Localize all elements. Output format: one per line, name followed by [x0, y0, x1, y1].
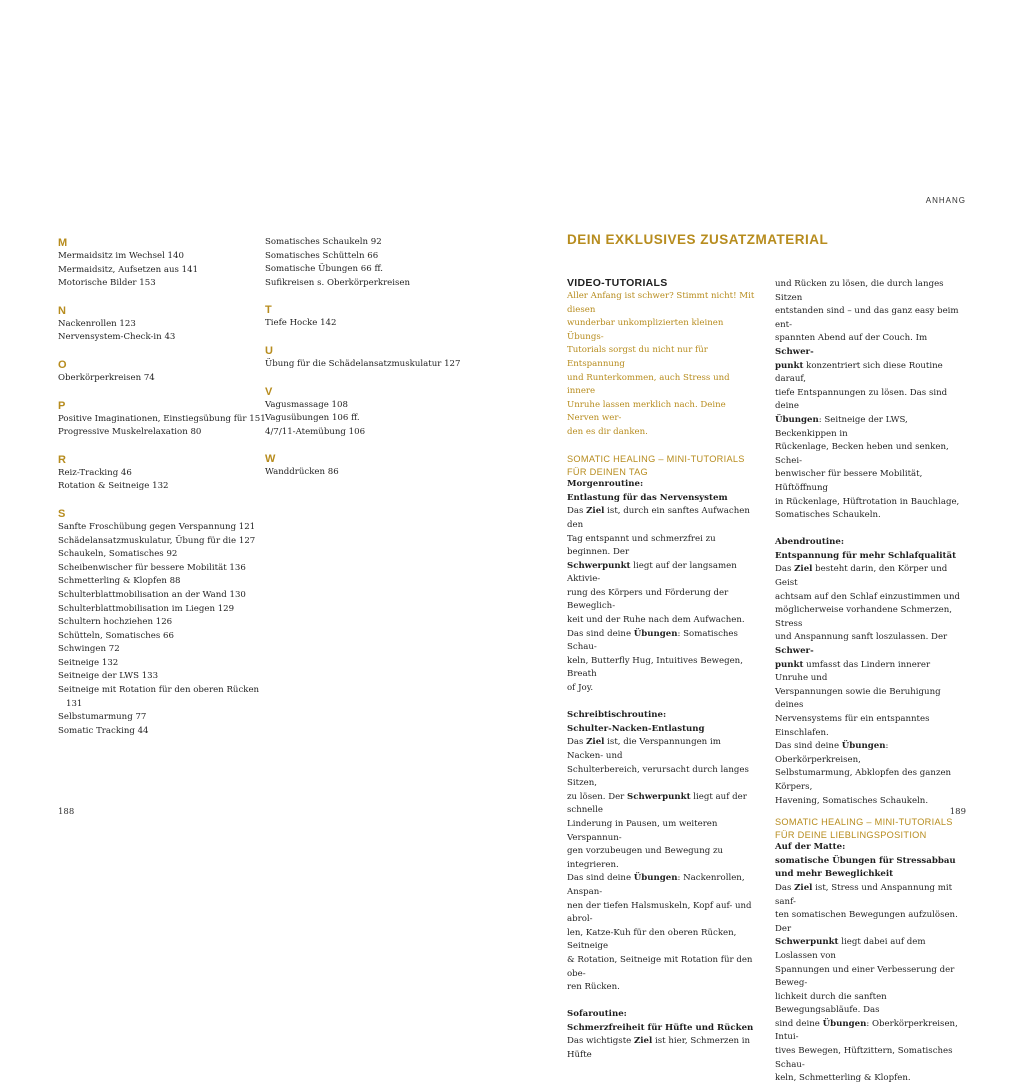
text-line: zu lösen. Der Schwerpunkt liegt auf der schnelle [567, 791, 747, 816]
section-heading-video: VIDEO-TUTORIALS [567, 277, 668, 289]
index-entry: Sanfte Froschübung gegen Verspannung 121 [58, 521, 256, 532]
text-line: Nervensystems für ein entspanntes Einschlafen. [775, 714, 930, 738]
evening-text [775, 563, 965, 808]
text-line: Tag entspannt und schmerzfrei zu beginnen. Der [567, 533, 716, 558]
mat-subtitle-1: somatische Übungen für Stressabbau [775, 855, 956, 866]
index-entry: Oberkörperkreisen 74 [58, 372, 155, 383]
page-title: DEIN EXKLUSIVES ZUSATZMATERIAL [567, 232, 829, 247]
text-line: len, Katze-Kuh für den oberen Rücken, Seitneige [567, 927, 737, 952]
text-line: Linderung in Pausen, um weiteren Verspannun- [567, 818, 718, 843]
text-line: Unruhe lassen merklich nach. Deine Nerven wer- [567, 399, 726, 424]
index-entry: Wanddrücken 86 [265, 467, 339, 478]
index-letter-t: T [265, 304, 272, 317]
subheading-day [567, 453, 757, 478]
text-line: nen der tiefen Halsmuskeln, Kopf auf- und abrol- [567, 900, 752, 925]
subheading-line: SOMATIC HEALING – MINI-TUTORIALS [567, 454, 745, 465]
index-letter-w: W [265, 453, 276, 466]
index-entry: Seitneige 132 [58, 657, 119, 668]
text-line: in Rückenlage, Hüftrotation in Bauchlage, [775, 496, 960, 507]
text-line: achtsam auf den Schlaf einzustimmen und [775, 591, 961, 602]
index-letter-v: V [265, 385, 273, 398]
index-entry: Seitneige mit Rotation für den oberen Rücken [58, 685, 260, 696]
index-entry: Nackenrollen 123 [58, 318, 136, 329]
text-line: lichkeit durch die sanften Bewegungsabläufe. Das [775, 991, 887, 1016]
subheading-line: SOMATIC HEALING – MINI-TUTORIALS [775, 817, 953, 828]
index-column-2 [265, 236, 461, 480]
page-number-right: 189 [949, 807, 966, 817]
text-line: Verspannungen sowie die Beruhigung deines [775, 686, 941, 711]
morning-title: Morgenroutine: [567, 479, 644, 490]
index-entry: Scheibenwischer für bessere Mobilität 136 [58, 562, 246, 573]
index-entry: Sufikreisen s. Oberkörperkreisen [265, 277, 411, 288]
text-line: Tutorials sorgst du nicht nur für Entspannung [567, 345, 708, 369]
text-line: Das sind deine Übungen: Oberkörperkreisen, [775, 741, 889, 765]
text-line: benwischer für bessere Mobilität, Hüftöffnung [775, 469, 923, 493]
mat-text [775, 882, 965, 1086]
text-line: Selbstumarmung, Abklopfen des ganzen Körpers, [775, 768, 952, 792]
index-entry: Somatisches Schaukeln 92 [265, 237, 382, 247]
text-line: Das Ziel ist, durch ein sanftes Aufwachen den [567, 506, 750, 530]
text-line: Übungen: Seitneige der LWS, Beckenkippen in [775, 414, 908, 439]
evening-title: Abendroutine: [775, 537, 845, 548]
text-line: ten somatischen Bewegungen aufzulösen. Der [775, 910, 958, 934]
index-letter-n: N [58, 304, 66, 317]
index-entry: Schädelansatzmuskulatur, Übung für die 127 [58, 535, 256, 546]
running-head: ANHANG [925, 196, 966, 205]
text-line: Schulterbereich, verursacht durch langes Sitzen, [567, 764, 749, 789]
index-entry: Rotation & Seitneige 132 [58, 481, 169, 492]
text-line: rung des Körpers und Förderung der Beweglich- [567, 587, 729, 612]
text-line: und Runterkommen, auch Stress und innere [567, 372, 730, 397]
text-line: spannten Abend auf der Couch. Im Schwer- [775, 333, 928, 357]
content-column-a [567, 276, 757, 1063]
text-line: Das sind deine Übungen: Somatisches Schau- [567, 628, 738, 653]
text-line: und Anspannung sanft loszulassen. Der Schwer- [775, 632, 948, 657]
text-line: & Rotation, Seitneige mit Rotation für den obe- [567, 954, 753, 979]
text-line: punkt umfasst das Lindern innerer Unruhe und [775, 659, 931, 684]
text-line: Rückenlage, Becken heben und senken, Schei- [775, 442, 949, 466]
index-entry: 4/7/11-Atemübung 106 [265, 426, 366, 437]
index-entry: Motorische Bilder 153 [58, 278, 156, 289]
text-line: Schwerpunkt liegt dabei auf dem Loslassen von [775, 937, 926, 961]
text-line: Das Ziel ist, die Verspannungen im Nacken- und [567, 737, 721, 761]
text-line: und Rücken zu lösen, die durch langes Sitzen [775, 279, 944, 303]
text-line: Das wichtigste Ziel ist hier, Schmerzen in Hüfte [567, 1036, 751, 1061]
text-line: möglicherweise vorhandene Schmerzen, Stress [775, 605, 953, 629]
index-entry: Selbstumarmung 77 [58, 712, 147, 723]
text-line: den es dir danken. [567, 426, 648, 437]
mat-subtitle-2: und mehr Beweglichkeit [775, 869, 894, 880]
subheading-line: FÜR DEINE LIEBLINGSPOSITION [775, 829, 927, 840]
text-line: of Joy. [567, 683, 594, 694]
text-line: gen vorzubeugen und Bewegung zu integrieren. [567, 846, 724, 870]
index-entry: Nervensystem-Check-in 43 [58, 332, 176, 343]
index-entry: Tiefe Hocke 142 [265, 318, 337, 329]
index-letter-m: M [58, 237, 68, 249]
text-line: tives Bewegen, Hüftzittern, Somatisches Schau- [775, 1046, 953, 1070]
text-line: Spannungen und einer Verbesserung der Beweg- [775, 964, 955, 989]
index-entry: Schultern hochziehen 126 [58, 617, 173, 628]
intro-text [567, 290, 757, 440]
subheading-line: FÜR DEINEN TAG [567, 466, 648, 477]
index-entry: Seitneige der LWS 133 [58, 671, 159, 682]
morning-text [567, 505, 757, 695]
text-line: keit und der Ruhe nach dem Aufwachen. [567, 615, 745, 626]
index-entry: Somatic Tracking 44 [58, 725, 149, 736]
text-line: tiefe Entspannungen zu lösen. Das sind deine [775, 387, 948, 412]
index-letter-u: U [265, 344, 273, 357]
index-entry: Schwingen 72 [58, 644, 120, 655]
text-line: Aller Anfang ist schwer? Stimmt nicht! Mit diesen [567, 291, 755, 315]
text-line: keln, Schmetterling & Klopfen. [775, 1073, 911, 1084]
text-line: wunderbar unkomplizierten kleinen Übungs- [567, 318, 724, 342]
index-letter-r: R [58, 453, 66, 466]
index-entry: Progressive Muskelrelaxation 80 [58, 427, 202, 438]
sofa-subtitle: Schmerzfreiheit für Hüfte und Rücken [567, 1022, 754, 1033]
index-entry: Schulterblattmobilisation an der Wand 130 [58, 589, 246, 600]
text-line: entstanden sind – und das ganz easy beim ent- [775, 306, 959, 330]
index-entry: Schmetterling & Klopfen 88 [58, 576, 181, 587]
text-line: punkt konzentriert sich diese Routine darauf, [775, 360, 943, 385]
index-entry: Mermaidsitz im Wechsel 140 [58, 251, 184, 261]
mat-title: Auf der Matte: [775, 842, 846, 853]
desk-title: Schreibtischroutine: [567, 710, 667, 721]
index-column-1 [58, 236, 266, 738]
page-number-left: 188 [58, 807, 75, 817]
text-line: Somatisches Schaukeln. [775, 510, 881, 521]
desk-text [567, 736, 757, 994]
index-entry: Reiz-Tracking 46 [58, 467, 132, 478]
index-entry: Positive Imaginationen, Einstiegsübung für 151 [58, 413, 266, 424]
text-line: ren Rücken. [567, 982, 620, 993]
text-line: Das sind deine Übungen: Nackenrollen, Anspan- [567, 873, 745, 897]
text-line: sind deine Übungen: Oberkörperkreisen, Intui- [775, 1018, 958, 1043]
index-letter-p: P [58, 399, 66, 412]
subheading-position [775, 816, 965, 841]
sofa-text [567, 1035, 757, 1062]
morning-subtitle: Entlastung für das Nervensystem [567, 492, 728, 503]
index-entry: Vagusmassage 108 [265, 399, 348, 410]
index-entry: Schütteln, Somatisches 66 [58, 630, 174, 641]
sofa-text-continued [775, 278, 965, 523]
index-entry: Somatische Übungen 66 ff. [265, 264, 383, 275]
text-line: keln, Butterfly Hug, Intuitives Bewegen, Breath [567, 655, 743, 680]
index-entry: Mermaidsitz, Aufsetzen aus 141 [58, 264, 199, 275]
text-line: Havening, Somatisches Schaukeln. [775, 795, 929, 806]
index-entry: Schaukeln, Somatisches 92 [58, 549, 178, 560]
index-entry: Somatisches Schütteln 66 [265, 250, 379, 261]
sofa-title: Sofaroutine: [567, 1009, 627, 1020]
index-letter-s: S [58, 507, 66, 520]
index-letter-o: O [58, 358, 67, 371]
index-entry: Übung für die Schädelansatzmuskulatur 127 [265, 358, 461, 369]
text-line: Schwerpunkt liegt auf der langsamen Aktivie- [567, 560, 737, 585]
index-entry: Vagusübungen 106 ff. [265, 413, 360, 424]
desk-subtitle: Schulter-Nacken-Entlastung [567, 723, 705, 734]
text-line: Das Ziel besteht darin, den Körper und Geist [775, 564, 948, 589]
text-line: Das Ziel ist, Stress und Anspannung mit sanf- [775, 882, 953, 907]
index-entry: 131 [66, 698, 83, 709]
evening-subtitle: Entspannung für mehr Schlafqualität [775, 550, 957, 561]
index-entry: Schulterblattmobilisation im Liegen 129 [58, 603, 235, 614]
content-column-b [775, 278, 965, 1086]
